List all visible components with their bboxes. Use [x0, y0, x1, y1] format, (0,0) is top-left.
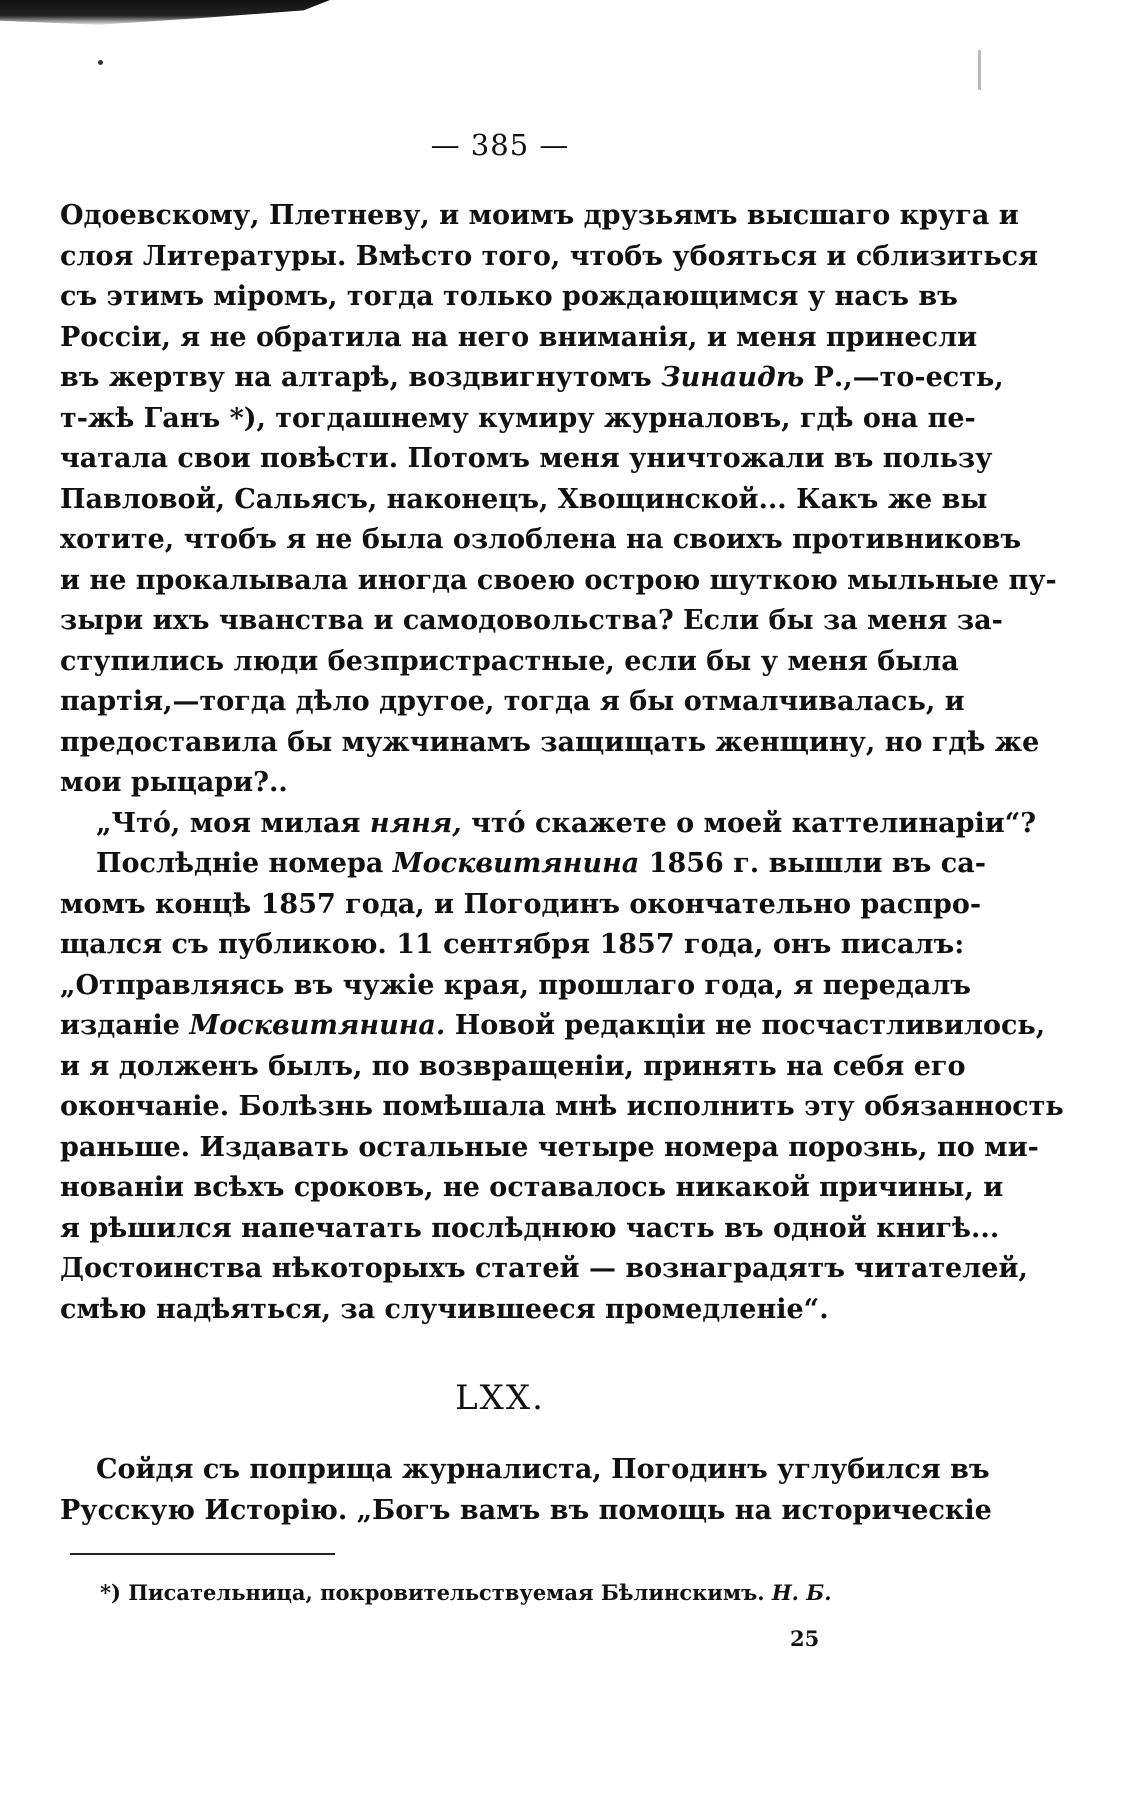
- footnote: *) Писательница, покровительствуемая Бѣлинскимъ. Н. Б.: [100, 1580, 832, 1605]
- text-line: ступились люди безпристрастные, если бы у меня была: [60, 645, 959, 677]
- text-line: зыри ихъ чванства и самодовольства? Если бы за меня за-: [60, 605, 1003, 636]
- signature-mark: 25: [790, 1626, 820, 1651]
- text-line: Достоинства нѣкоторыхъ статей — вознаградятъ читателей,: [60, 1253, 1028, 1284]
- text-line: окончаніе. Болѣзнь помѣшала мнѣ исполнить эту обязанность: [60, 1091, 1064, 1122]
- text-line: съ этимъ міромъ, тогда только рождающимся у насъ въ: [60, 281, 958, 312]
- text-line: Павловой, Сальясъ, наконецъ, Хвощинской... Какъ же вы: [60, 483, 988, 515]
- scan-edge-mark: [978, 50, 981, 90]
- scan-speck: [98, 60, 103, 65]
- text-line: Россіи, я не обратила на него вниманія, и меня принесли: [60, 321, 978, 353]
- text-line: нованіи всѣхъ сроковъ, не оставалось никакой причины, и: [60, 1172, 1004, 1203]
- text-line: хотите, чтобъ я не была озлоблена на своихъ противниковъ: [60, 524, 1022, 555]
- text-line: Послѣдніе номера Москвитянина 1856 г. вышли въ са-: [96, 848, 986, 879]
- scan-artifact: [0, 0, 330, 26]
- text-line: смѣю надѣяться, за случившееся промедленіе“.: [60, 1293, 829, 1325]
- text-line: момъ концѣ 1857 года, и Погодинъ окончательно распро-: [60, 888, 982, 920]
- chapter-text: [60, 1450, 992, 1531]
- text-line: Сойдя съ поприща журналиста, Погодинъ углубился въ: [96, 1454, 990, 1485]
- page-number: — 385 —: [430, 128, 570, 162]
- main-text: [60, 196, 1064, 1330]
- footnote-initials: Н. Б.: [771, 1580, 832, 1605]
- text-line: предоставила бы мужчинамъ защищать женщину, но гдѣ же: [60, 726, 1040, 758]
- quote-line: „Чтó, моя милая няня, что́ скажете о моей каттелинаріи“?: [96, 807, 1037, 839]
- text-line: партія,—тогда дѣло другое, тогда я бы отмалчивалась, и: [60, 686, 965, 717]
- text-line: щался съ публикою. 11 сентября 1857 года, онъ писалъ:: [60, 929, 965, 960]
- chapter-heading: LXX.: [455, 1378, 545, 1418]
- text-line: и не прокалывала иногда своею острою шуткою мыльные пу-: [60, 564, 1057, 596]
- text-line: раньше. Издавать остальные четыре номера порознь, по ми-: [60, 1131, 1039, 1163]
- text-line: слоя Литературы. Вмѣсто того, чтобъ убояться и сблизиться: [60, 240, 1039, 272]
- text-line: Русскую Исторію. „Богъ вамъ въ помощь на историческіе: [60, 1494, 992, 1526]
- text-line: въ жертву на алтарѣ, воздвигнутомъ Зинаидѣ Р.,—то-есть,: [60, 362, 1004, 393]
- footnote-divider: [70, 1553, 335, 1555]
- text-line: изданіе Москвитянина. Новой редакціи не посчастливилось,: [60, 1010, 1046, 1041]
- text-line: и я долженъ былъ, по возвращеніи, принять на себя его: [60, 1050, 966, 1082]
- text-line: я рѣшился напечатать послѣднюю часть въ одной книгѣ...: [60, 1212, 1000, 1244]
- text-line: Одоевскому, Плетневу, и моимъ друзьямъ высшаго круга и: [60, 200, 1019, 231]
- italic-name: Зинаидѣ: [661, 362, 805, 393]
- text-line: „Отправляясь въ чужіе края, прошлаго года, я передалъ: [60, 969, 971, 1001]
- text-line: чатала свои повѣсти. Потомъ меня уничтожали въ пользу: [60, 443, 993, 474]
- text-line: т-жѣ Ганъ *), тогдашнему кумиру журналовъ, гдѣ она пе-: [60, 402, 976, 434]
- text-line: мои рыцари?..: [60, 767, 288, 798]
